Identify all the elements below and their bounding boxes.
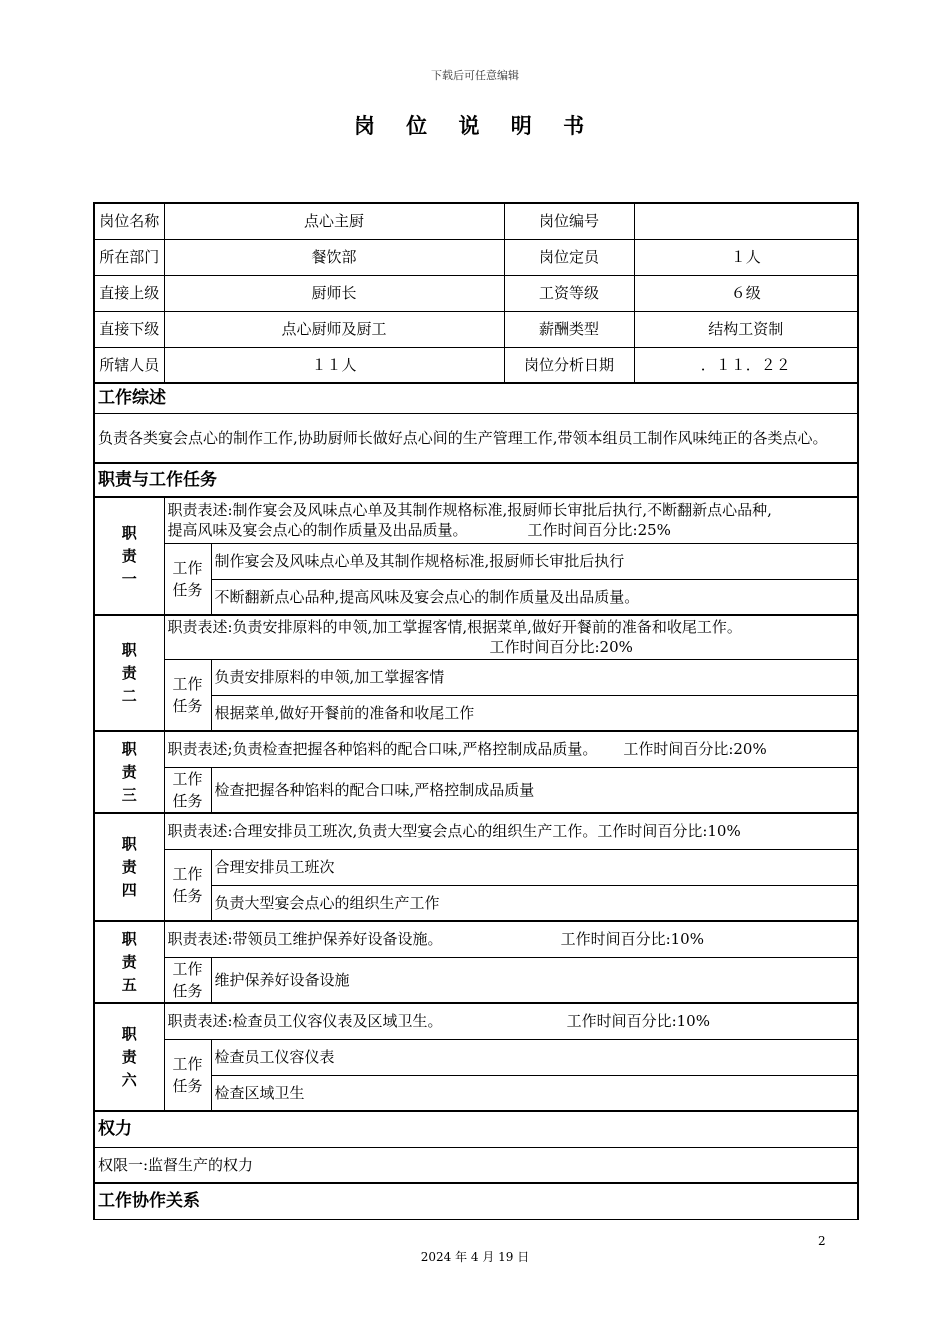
info-value — [634, 203, 858, 239]
task-item: 负责大型宴会点心的组织生产工作 — [211, 885, 858, 921]
info-label: 所辖人员 — [94, 347, 164, 383]
task-label: 工作任务 — [164, 659, 211, 731]
task-item: 检查区域卫生 — [211, 1075, 858, 1111]
task-item: 制作宴会及风味点心单及其制作规格标准,报厨师长审批后执行 — [211, 543, 858, 579]
footer-date: 2024 年 4 月 19 日 — [420, 1250, 530, 1264]
task-item: 维护保养好设备设施 — [211, 957, 858, 1003]
task-item: 不断翻新点心品种,提高风味及宴会点心的制作质量及出品质量。 — [211, 579, 858, 615]
task-label: 工作任务 — [164, 1039, 211, 1111]
task-label: 工作任务 — [164, 849, 211, 921]
info-label: 岗位分析日期 — [504, 347, 634, 383]
info-label: 所在部门 — [94, 239, 164, 275]
task-item: 根据菜单,做好开餐前的准备和收尾工作 — [211, 695, 858, 731]
duty-label: 职责四 — [94, 813, 164, 921]
info-row — [94, 239, 858, 275]
summary-heading: 工作综述 — [94, 383, 858, 413]
task-item: 合理安排员工班次 — [211, 849, 858, 885]
duty-description — [164, 921, 858, 957]
duty-description — [164, 497, 858, 543]
info-label: 薪酬类型 — [504, 311, 634, 347]
duty-description-line: 职责表述:制作宴会及风味点心单及其制作规格标准,报厨师长审批后执行,不断翻新点心品种, — [167, 501, 772, 520]
job-description-table — [93, 202, 859, 1220]
duty-label: 职责一 — [94, 497, 164, 615]
info-label: 岗位名称 — [94, 203, 164, 239]
info-value: 餐饮部 — [164, 239, 504, 275]
task-item: 检查把握各种馅料的配合口味,严格控制成品质量 — [211, 767, 858, 813]
task-item: 负责安排原料的申领,加工掌握客情 — [211, 659, 858, 695]
duty-description-line: 职责表述:检查员工仪容仪表及区域卫生。 — [167, 1012, 443, 1031]
authority-item: 权限一:监督生产的权力 — [94, 1147, 858, 1183]
duty-description — [164, 1003, 858, 1039]
duty-time-percent: 工作时间百分比:10% — [597, 822, 741, 841]
duty-description-line: 职责表述:负责安排原料的申领,加工掌握客情,根据菜单,做好开餐前的准备和收尾工作。 — [167, 618, 742, 637]
duty-time-percent: 工作时间百分比:20% — [489, 638, 633, 657]
duty-description-line: 职责表述;负责检查把握各种馅料的配合口味,严格控制成品质量。 — [167, 740, 598, 759]
cooperation-heading: 工作协作关系 — [94, 1183, 858, 1219]
page-number: 2 — [818, 1234, 826, 1248]
duty-description-line: 职责表述:合理安排员工班次,负责大型宴会点心的组织生产工作。 — [167, 822, 598, 841]
info-value: １１人 — [164, 347, 504, 383]
duty-time-percent: 工作时间百分比:10% — [560, 930, 704, 949]
info-value: １人 — [634, 239, 858, 275]
authority-heading: 权力 — [94, 1111, 858, 1147]
info-value: ６级 — [634, 275, 858, 311]
duty-time-percent: 工作时间百分比:10% — [566, 1012, 710, 1031]
info-label: 直接上级 — [94, 275, 164, 311]
task-label: 工作任务 — [164, 543, 211, 615]
duty-description — [164, 615, 858, 659]
duty-label: 职责五 — [94, 921, 164, 1003]
duty-time-percent: 工作时间百分比:25% — [527, 521, 671, 540]
task-item: 检查员工仪容仪表 — [211, 1039, 858, 1075]
info-label: 岗位编号 — [504, 203, 634, 239]
info-value: 点心主厨 — [164, 203, 504, 239]
duty-description — [164, 731, 858, 767]
info-label: 岗位定员 — [504, 239, 634, 275]
info-label: 工资等级 — [504, 275, 634, 311]
info-row — [94, 311, 858, 347]
duty-description — [164, 813, 858, 849]
duty-time-percent: 工作时间百分比:20% — [623, 740, 767, 759]
info-value: ．１１．２２ — [634, 347, 858, 383]
duty-label: 职责二 — [94, 615, 164, 731]
info-label: 直接下级 — [94, 311, 164, 347]
duty-label: 职责三 — [94, 731, 164, 813]
duties-heading: 职责与工作任务 — [94, 463, 858, 497]
header-note: 下载后可任意编辑 — [431, 69, 519, 82]
info-value: 结构工资制 — [634, 311, 858, 347]
info-row — [94, 203, 858, 239]
info-value: 厨师长 — [164, 275, 504, 311]
info-row — [94, 347, 858, 383]
document-title: 岗 位 说 明 书 — [353, 113, 597, 138]
duty-description-line: 提高风味及宴会点心的制作质量及出品质量。 — [167, 521, 468, 540]
duty-description-line: 职责表述:带领员工维护保养好设备设施。 — [167, 930, 443, 949]
duty-label: 职责六 — [94, 1003, 164, 1111]
info-value: 点心厨师及厨工 — [164, 311, 504, 347]
task-label: 工作任务 — [164, 767, 211, 813]
summary-text: 负责各类宴会点心的制作工作,协助厨师长做好点心间的生产管理工作,带领本组员工制作风味纯正的各类点心。 — [94, 413, 858, 463]
info-row — [94, 275, 858, 311]
task-label: 工作任务 — [164, 957, 211, 1003]
